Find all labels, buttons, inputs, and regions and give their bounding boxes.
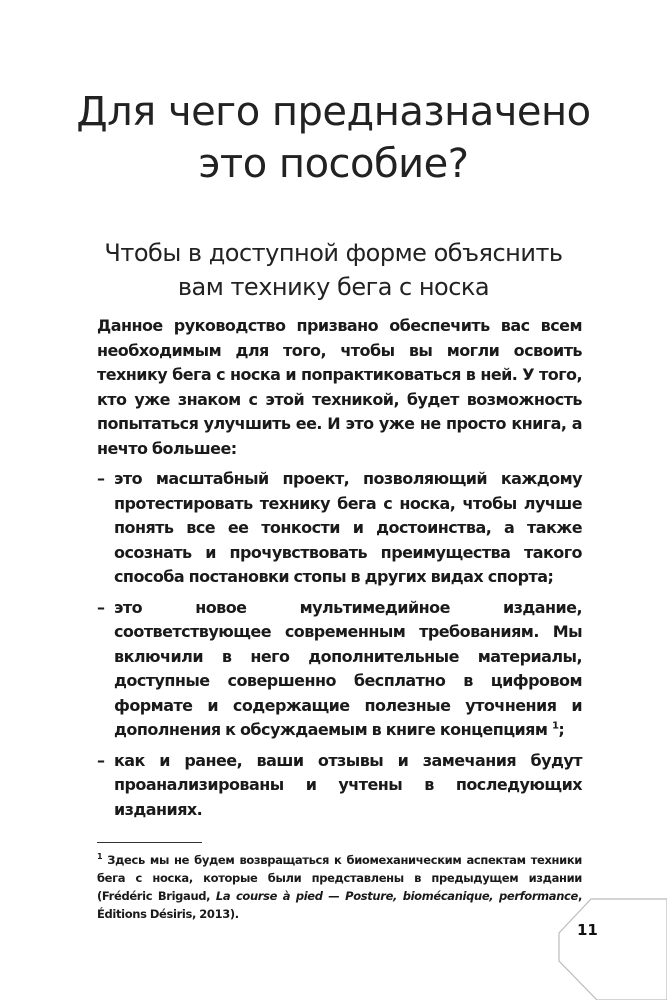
subtitle-line-1: Чтобы в доступной форме объяснить xyxy=(104,239,563,267)
list-item-suffix: ; xyxy=(558,720,565,739)
footnote-divider xyxy=(97,842,202,843)
list-item xyxy=(97,467,582,590)
list-item xyxy=(97,596,582,743)
list-dash: – xyxy=(97,750,105,770)
footnote-text: Здесь мы не будем возвращаться к биомеханическим аспектам техники бега с носка, которые были представлены в предыдущем издании (Frédéric Brigaud, xyxy=(97,853,582,903)
footnote xyxy=(97,851,582,923)
list-item-text: как и ранее, ваши отзывы и замечания будут проанализированы и учтены в последующих изданиях. xyxy=(114,750,582,819)
footnote-book-title: La course à pied — Posture, biomécanique, performance xyxy=(215,889,578,903)
page-title xyxy=(60,86,607,190)
title-line-1: Для чего предназначено xyxy=(76,89,591,135)
list-item-text: это новое мультимедийное издание, соответствующее современным требованиям. Мы включили в него дополнительные материалы, доступные совершенно бесплатно в цифровом формате и содержащие полезные уточнения и дополнения к обсуждаемым в книге концепциям xyxy=(114,597,582,739)
page-number-hexagon-icon xyxy=(543,895,667,1000)
list-dash: – xyxy=(97,597,105,617)
title-line-2: это пособие? xyxy=(198,141,469,187)
section-subtitle xyxy=(60,236,607,304)
feature-list xyxy=(97,467,582,822)
list-item-text: это масштабный проект, позволяющий каждому протестировать технику бега с носка, чтобы лучше понять все ее тонкости и достоинства, а также осознать и прочувствовать преимущества такого способа постановки стопы в других видах спорта; xyxy=(114,469,582,586)
footnote-text-end: , Éditions Désiris, 2013). xyxy=(97,889,582,921)
page-number: 11 xyxy=(577,921,598,939)
list-item xyxy=(97,749,582,823)
body-text xyxy=(97,314,582,822)
subtitle-line-2: вам технику бега с носка xyxy=(177,273,490,301)
footnote-reference[interactable]: 1 xyxy=(551,720,559,732)
footnote-marker: 1 xyxy=(97,852,103,862)
list-dash: – xyxy=(97,469,105,488)
intro-paragraph: Данное руководство призвано обеспечить вас всем необходимым для того, чтобы вы могли освоить технику бега с носка и попрактиковаться в ней. У того, кто уже знаком с этой техникой, будет возможность попытаться улучшить ее. И это уже не просто книга, а нечто большее: xyxy=(97,316,582,458)
